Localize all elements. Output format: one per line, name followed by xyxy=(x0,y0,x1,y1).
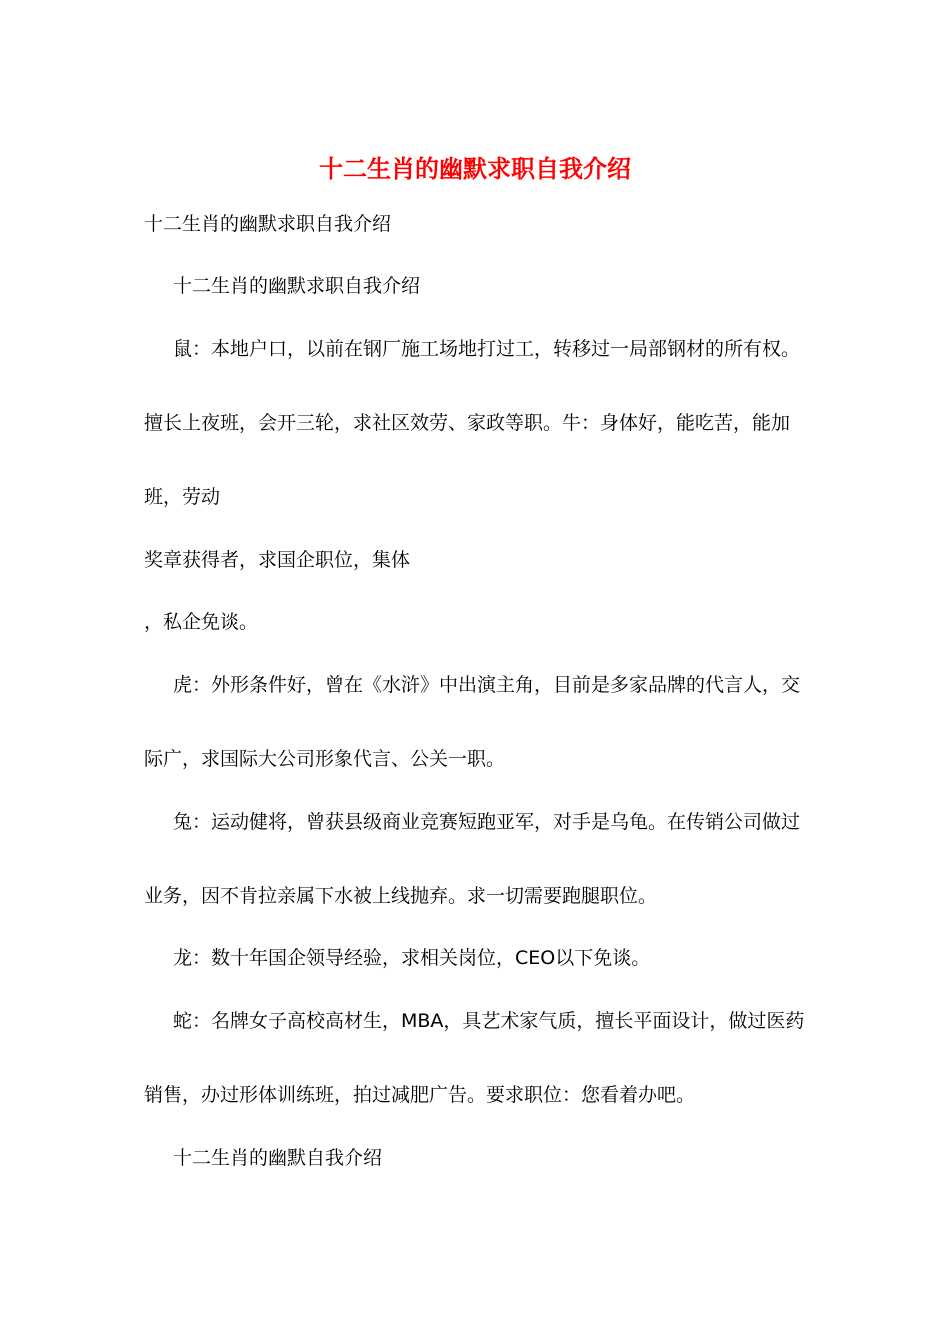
paragraph-rat-line-2: 擅长上夜班，会开三轮，求社区效劳、家政等职。牛：身体好，能吃苦，能加 xyxy=(144,412,791,434)
subtitle-line: 十二生肖的幽默求职自我介绍 xyxy=(144,213,392,235)
document-title: 十二生肖的幽默求职自我介绍 xyxy=(319,155,631,183)
paragraph-dragon: 龙：数十年国企领导经验，求相关岗位，CEO以下免谈。 xyxy=(173,947,651,969)
paragraph-rabbit-line-1: 兔：运动健将，曾获县级商业竞赛短跑亚军，对手是乌龟。在传销公司做过 xyxy=(173,811,801,833)
section-heading: 十二生肖的幽默求职自我介绍 xyxy=(173,275,421,297)
paragraph-tiger-line-1: 虎：外形条件好，曾在《水浒》中出演主角，目前是多家品牌的代言人，交 xyxy=(173,674,801,696)
closing-heading: 十二生肖的幽默自我介绍 xyxy=(173,1147,383,1169)
paragraph-snake-line-1: 蛇：名牌女子高校高材生，MBA，具艺术家气质，擅长平面设计，做过医药 xyxy=(173,1010,805,1032)
paragraph-ox-line-2: 班，劳动 xyxy=(144,486,221,508)
paragraph-rat-line-1: 鼠：本地户口，以前在钢厂施工场地打过工，转移过一局部钢材的所有权。 xyxy=(173,338,801,360)
paragraph-snake-line-2: 销售，办过形体训练班，拍过减肥广告。要求职位：您看着办吧。 xyxy=(144,1084,696,1106)
paragraph-ox-line-4: ，私企免谈。 xyxy=(144,611,259,633)
paragraph-tiger-line-2: 际广，求国际大公司形象代言、公关一职。 xyxy=(144,748,506,770)
paragraph-ox-line-3: 奖章获得者，求国企职位，集体 xyxy=(144,549,411,571)
paragraph-rabbit-line-2: 业务，因不肯拉亲属下水被上线抛弃。求一切需要跑腿职位。 xyxy=(144,885,658,907)
